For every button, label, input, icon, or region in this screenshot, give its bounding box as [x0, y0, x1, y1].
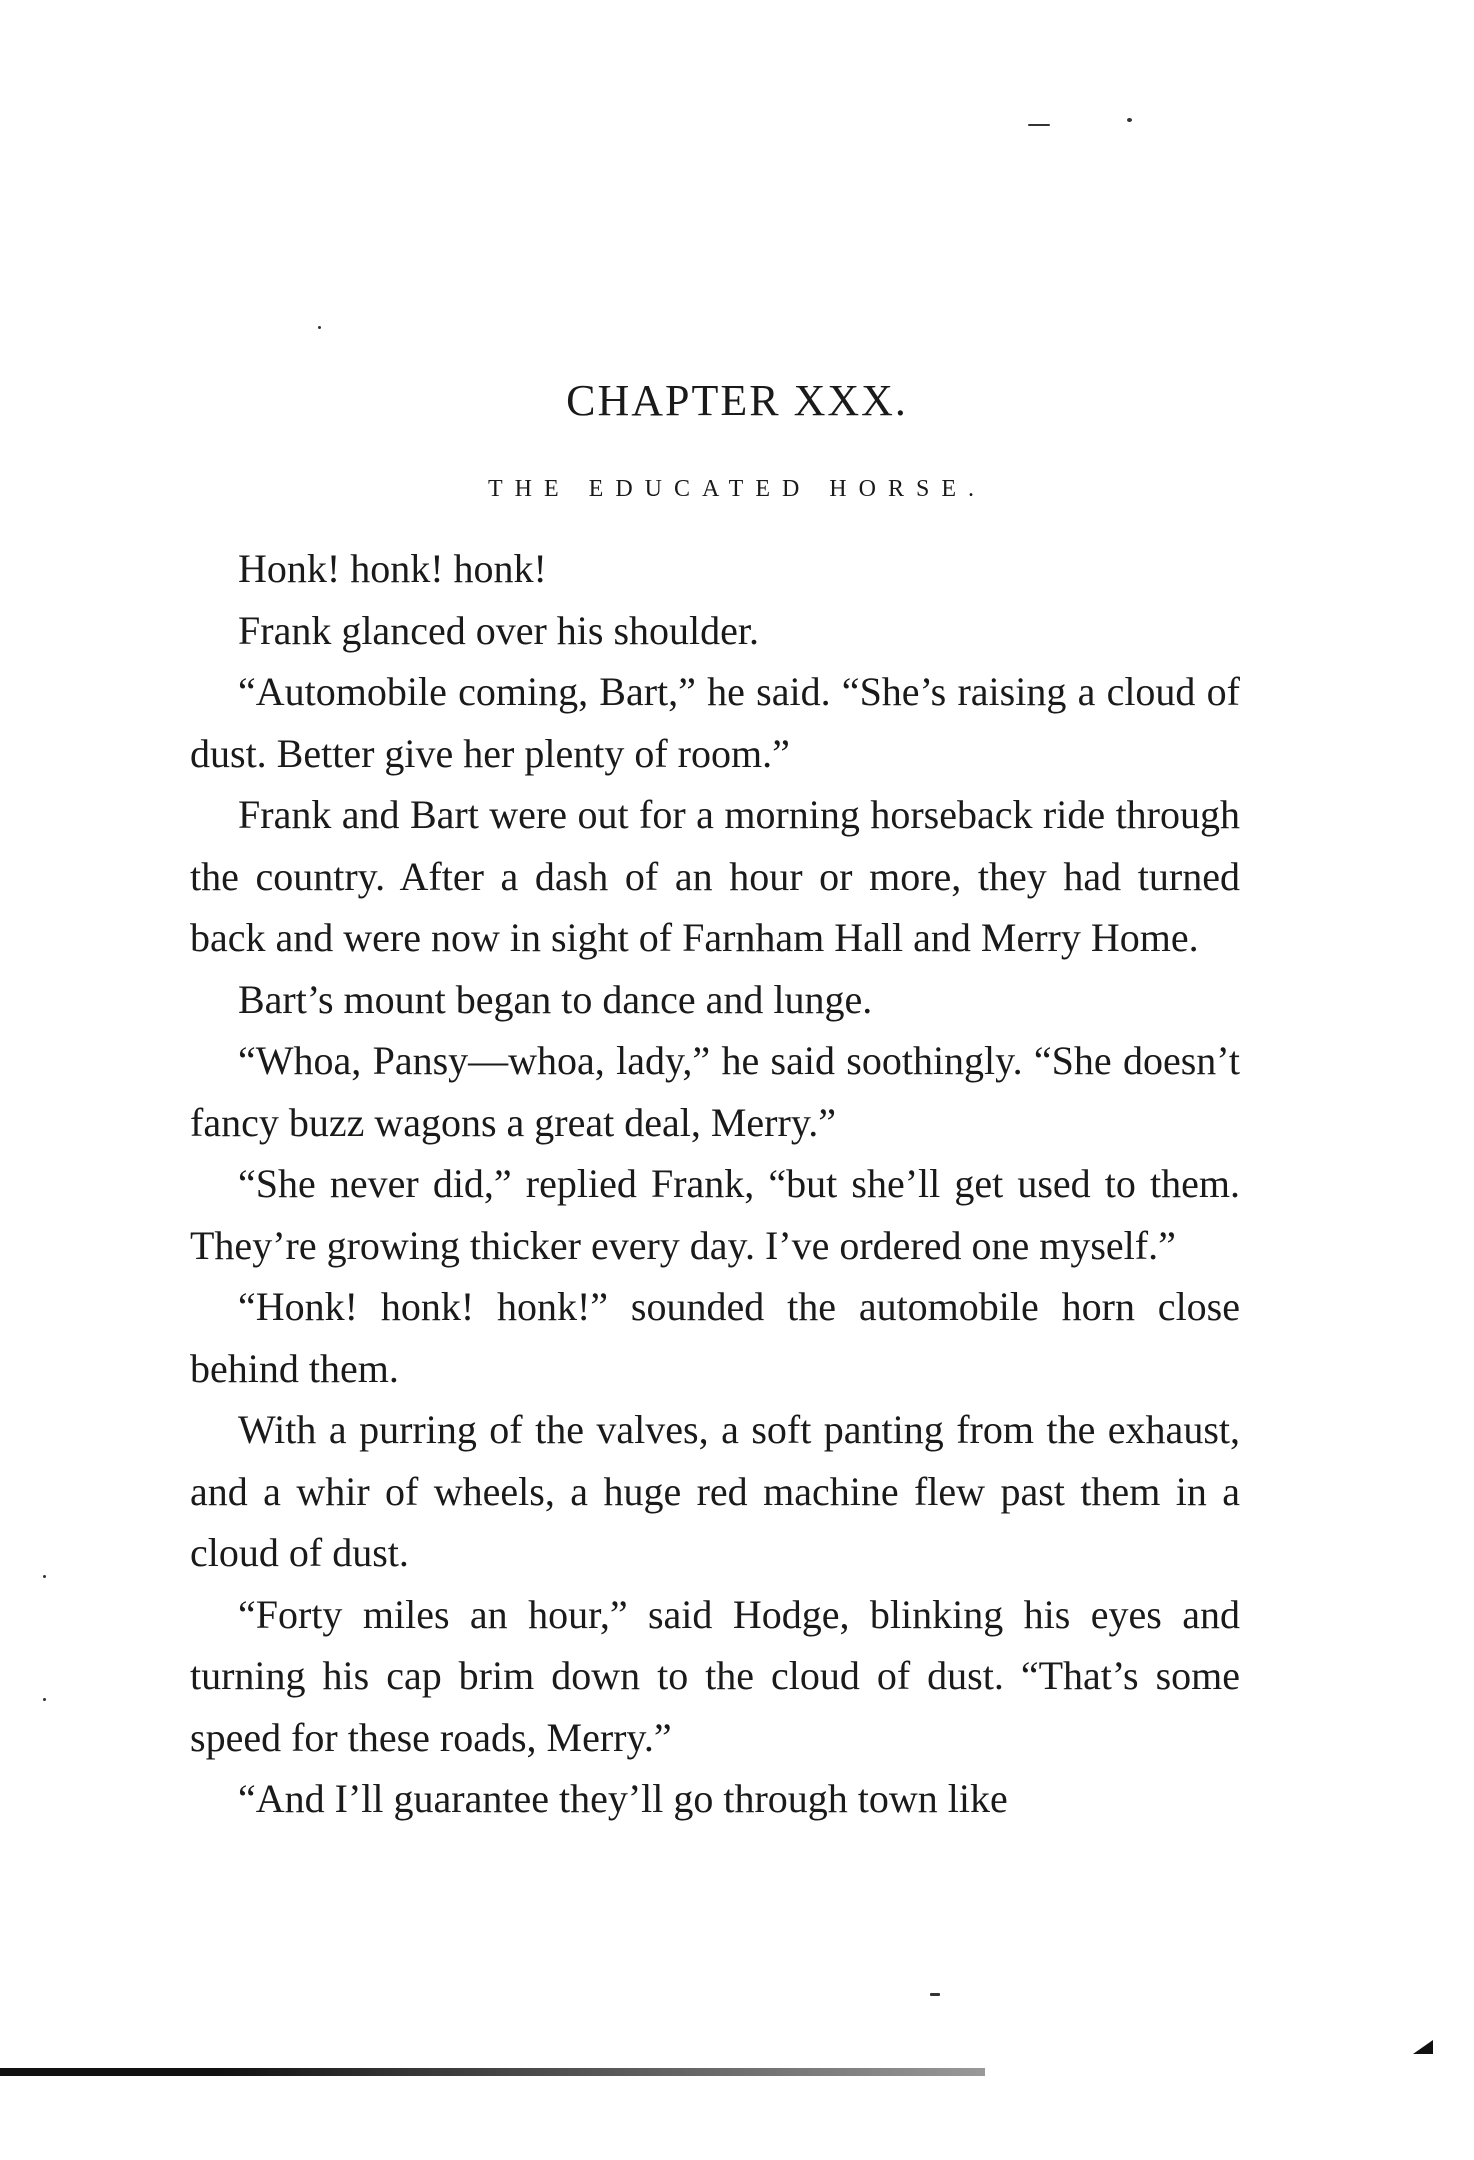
page-edge-rule — [0, 2068, 985, 2076]
scan-speck — [930, 1993, 940, 1996]
scan-speck — [318, 326, 321, 329]
paragraph: Bart’s mount began to dance and lunge. — [238, 976, 873, 1022]
corner-mark — [1413, 2040, 1433, 2054]
paragraph: “She never did,” replied Frank, “but she’ll get used to them. They’re growing thicker every day. I’ve ordered one myself.” — [190, 1161, 1240, 1268]
paragraph: “Forty miles an hour,” said Hodge, blinking his eyes and turning his cap brim down to the cloud of dust. “That’s some speed for these roads, Merry.” — [190, 1591, 1240, 1760]
scan-speck — [1028, 124, 1050, 126]
paragraph: “Honk! honk! honk!” sounded the automobile horn close behind them. — [190, 1284, 1240, 1391]
paragraph: Frank and Bart were out for a morning horseback ride through the country. After a dash of an hour or more, they had turned back and were now in sight of Farnham Hall and Merry Home. — [190, 792, 1240, 960]
paragraph: Frank glanced over his shoulder. — [238, 607, 759, 653]
chapter-title: CHAPTER XXX. — [566, 376, 908, 425]
paragraph: With a purring of the valves, a soft panting from the exhaust, and a whir of wheels, a huge red machine flew past them in a cloud of dust. — [190, 1407, 1240, 1575]
paragraph: Honk! honk! honk! — [238, 546, 547, 591]
paragraph: “Automobile coming, Bart,” he said. “She’s raising a cloud of dust. Better give her plenty of room.” — [190, 669, 1240, 776]
paragraph: “Whoa, Pansy—whoa, lady,” he said soothingly. “She doesn’t fancy buzz wagons a great deal, Merry.” — [190, 1038, 1240, 1145]
scan-speck — [1127, 118, 1132, 122]
scan-speck — [43, 1575, 46, 1578]
scan-speck — [43, 1698, 46, 1701]
paragraph: “And I’ll guarantee they’ll go through town like — [238, 1776, 1008, 1821]
chapter-subtitle: THE EDUCATED HORSE. — [488, 476, 986, 502]
body-text — [190, 538, 1240, 1830]
